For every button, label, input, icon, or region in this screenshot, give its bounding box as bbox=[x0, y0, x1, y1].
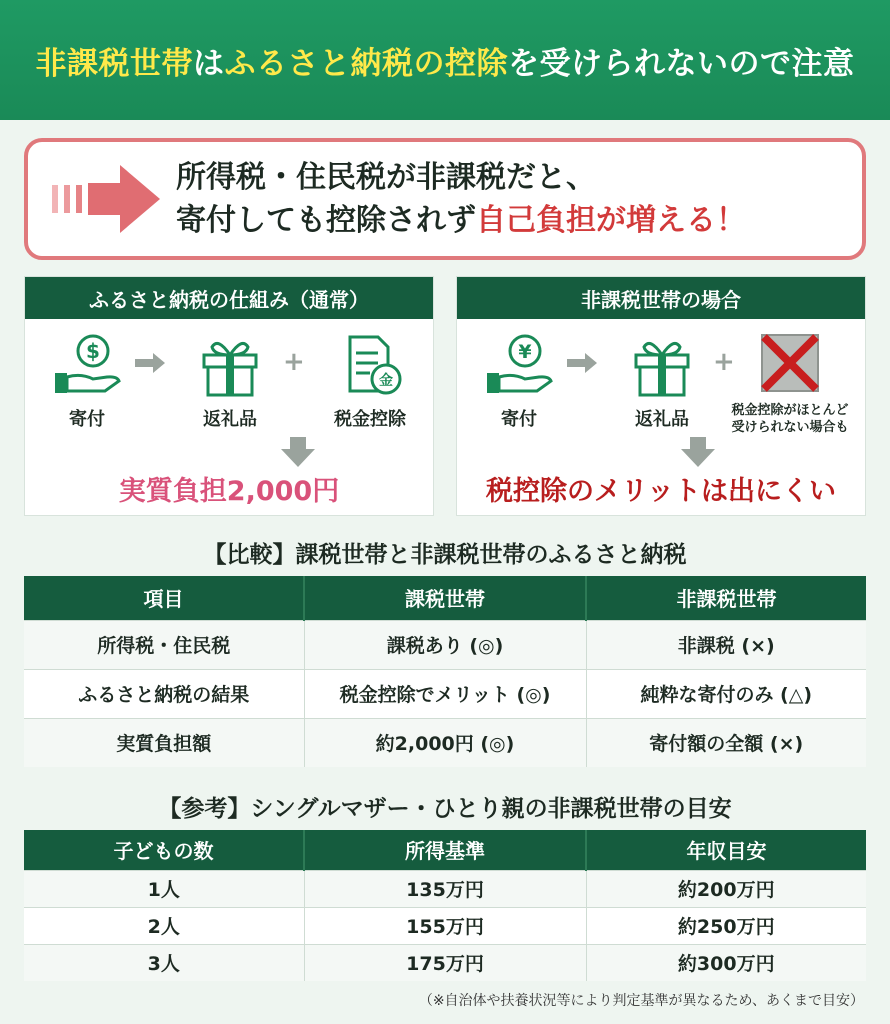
footnote: （※自治体や扶養状況等により判定基準が異なるため、あくまで目安） bbox=[418, 993, 864, 1009]
gift-icon bbox=[622, 333, 702, 397]
warning-box bbox=[24, 138, 866, 260]
table-cell: 約200万円 bbox=[586, 870, 866, 907]
table-row bbox=[24, 669, 866, 718]
warning-line-1: 所得税・住民税が非課税だと、 bbox=[176, 159, 596, 195]
reference-header-row bbox=[24, 830, 866, 870]
non-taxable-flow-title: 非課税世帯の場合 bbox=[457, 277, 865, 319]
gift-step bbox=[185, 333, 275, 431]
arrow-right-1 bbox=[567, 351, 599, 382]
donate-label: 寄付 bbox=[501, 409, 537, 430]
non-taxable-result: 税控除のメリットは出にくい bbox=[486, 476, 836, 507]
column-header: 項目 bbox=[24, 576, 304, 620]
table-row bbox=[24, 620, 866, 669]
no-deduction-step bbox=[719, 331, 861, 437]
normal-flow-title: ふるさと納税の仕組み（通常） bbox=[25, 277, 433, 319]
svg-text:$: $ bbox=[86, 339, 100, 363]
arrow-right-1 bbox=[135, 351, 167, 382]
column-header: 課税世帯 bbox=[304, 576, 586, 620]
donate-label: 寄付 bbox=[69, 409, 105, 430]
comparison-table bbox=[24, 576, 866, 767]
svg-text:¥: ¥ bbox=[518, 341, 532, 363]
table-cell: 実質負担額 bbox=[24, 718, 304, 767]
table-cell: 2人 bbox=[24, 907, 304, 944]
header-banner bbox=[0, 0, 890, 120]
column-header: 非課税世帯 bbox=[586, 576, 866, 620]
gift-label: 返礼品 bbox=[203, 409, 257, 430]
table-cell: 純粋な寄付のみ (△) bbox=[586, 669, 866, 718]
table-cell: ふるさと納税の結果 bbox=[24, 669, 304, 718]
table-row bbox=[24, 944, 866, 981]
tax-deduction-label: 税金控除 bbox=[334, 409, 406, 430]
gift-icon bbox=[190, 333, 270, 397]
cross-icon bbox=[754, 331, 826, 395]
donate-step bbox=[47, 333, 127, 431]
warning-text bbox=[176, 156, 746, 243]
table-cell: 約300万円 bbox=[586, 944, 866, 981]
table-cell: 約250万円 bbox=[586, 907, 866, 944]
warning-line-2 bbox=[176, 199, 746, 243]
table-cell: 課税あり (◎) bbox=[304, 620, 586, 669]
table-cell: 税金控除でメリット (◎) bbox=[304, 669, 586, 718]
column-header: 年収目安 bbox=[586, 830, 866, 870]
no-deduction-label-1: 税金控除がほとんど bbox=[731, 403, 849, 418]
normal-flow-diagram bbox=[25, 319, 433, 517]
column-header: 子どもの数 bbox=[24, 830, 304, 870]
warning-emphasis: 自己負担が増える！ bbox=[476, 203, 746, 238]
table-row bbox=[24, 870, 866, 907]
plus-sign: + bbox=[283, 347, 305, 377]
warning-line-2-text: 寄付しても控除されず bbox=[176, 203, 476, 238]
gift-step bbox=[617, 333, 707, 431]
reference-table bbox=[24, 830, 866, 981]
table-row bbox=[24, 718, 866, 767]
table-cell: 3人 bbox=[24, 944, 304, 981]
svg-text:金: 金 bbox=[379, 373, 393, 389]
comparison-title: 【比較】課税世帯と非課税世帯のふるさと納税 bbox=[203, 542, 687, 568]
non-taxable-flow-panel bbox=[456, 276, 866, 516]
gift-label: 返礼品 bbox=[635, 409, 689, 430]
table-cell: 175万円 bbox=[304, 944, 586, 981]
hand-coin-icon bbox=[47, 333, 127, 397]
title-highlight-1: 非課税世帯 bbox=[35, 45, 193, 82]
hand-coin-icon bbox=[479, 333, 559, 397]
reference-title: 【参考】シングルマザー・ひとり親の非課税世帯の目安 bbox=[158, 796, 732, 822]
no-deduction-label-2: 受けられない場合も bbox=[731, 419, 849, 435]
title-text-1: は bbox=[193, 45, 225, 82]
table-cell: 所得税・住民税 bbox=[24, 620, 304, 669]
table-cell: 約2,000円 (◎) bbox=[304, 718, 586, 767]
page-title bbox=[36, 38, 855, 83]
non-taxable-flow-diagram bbox=[457, 319, 865, 517]
table-cell: 135万円 bbox=[304, 870, 586, 907]
right-arrow-icon bbox=[48, 159, 168, 239]
table-cell: 寄付額の全額 (×) bbox=[586, 718, 866, 767]
donate-step bbox=[479, 333, 559, 431]
title-text-2: を受けられないので注意 bbox=[508, 45, 855, 82]
title-highlight-2: ふるさと納税の控除 bbox=[224, 45, 508, 82]
table-row bbox=[24, 907, 866, 944]
plus-sign: + bbox=[713, 347, 735, 377]
table-cell: 1人 bbox=[24, 870, 304, 907]
table-cell: 155万円 bbox=[304, 907, 586, 944]
normal-result: 実質負担2,000円 bbox=[118, 476, 340, 507]
comparison-header-row bbox=[24, 576, 866, 620]
tax-deduction-step bbox=[315, 333, 425, 431]
normal-flow-panel bbox=[24, 276, 434, 516]
document-coin-icon bbox=[330, 333, 410, 397]
column-header: 所得基準 bbox=[304, 830, 586, 870]
table-cell: 非課税 (×) bbox=[586, 620, 866, 669]
